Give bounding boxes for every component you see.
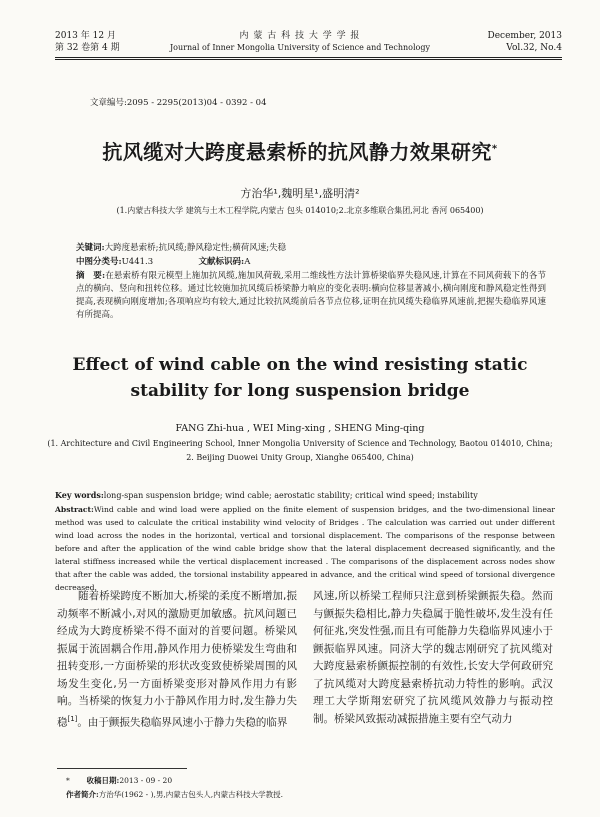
abstract-zh-label: 摘 要: [76, 271, 106, 281]
header-volume-en: Vol.32, No.4 [506, 43, 562, 53]
bio-value: 方治华(1962 - ),男,内蒙古包头人,内蒙古科技大学教授. [98, 790, 284, 799]
title-en-line-2: stability for long suspension bridge [130, 381, 470, 401]
abstract-en-label: Abstract: [55, 505, 94, 514]
abstract-en [55, 503, 555, 592]
clc-label: 中图分类号: [76, 257, 122, 267]
keywords-en [55, 489, 555, 502]
body-right-column [313, 588, 553, 748]
body-left-tail: 。由于颤振失稳临界风速小于静力失稳的临界 [77, 716, 288, 728]
citation-1: [1] [67, 714, 78, 723]
affiliation-en-line-1: (1. Architecture and Civil Engineering School, Inner Mongolia University of Science and Technology, Baotou 014010, China; [47, 439, 553, 448]
header-volume: 第 32 卷第 4 期 [55, 43, 120, 53]
header-rule-thin [55, 59, 562, 60]
received-label: 收稿日期: [86, 776, 120, 785]
body-left-column [57, 588, 297, 748]
clc-value: U441.3 [121, 257, 154, 267]
footnote-mark: * [66, 776, 70, 785]
footnote-received [66, 775, 172, 787]
body-left-text: 随着桥梁跨度不断加大,桥梁的柔度不断增加,振动频率不断减小,对风的激励更加敏感。抗风问题已经成为大跨度桥梁不得不面对的首要问题。桥梁风振属于流固耦合作用,静风作用力使桥梁发生弯曲和扭转变形,一方面桥梁的形状改变致使桥梁周围的风场发生变化,另一方面桥梁变形对静风作用力有影响。当桥梁的恢复力小于静风作用力时,发生静力失稳 [57, 590, 297, 728]
footnote-bio [66, 789, 283, 801]
keywords-en-text: long-span suspension bridge; wind cable; aerostatic stability; critical wind speed; instability [103, 491, 478, 500]
header-date-en: December, 2013 [487, 31, 562, 41]
footnote-rule [57, 768, 187, 769]
authors-zh: 方治华¹,魏明星¹,盛明清² [240, 187, 360, 200]
title-en-line-1: Effect of wind cable on the wind resisting static [72, 355, 528, 375]
doc-code-value: A [244, 257, 251, 267]
received-value: 2013 - 09 - 20 [119, 776, 173, 785]
title-zh [0, 136, 600, 165]
keywords-en-label: Key words: [55, 490, 104, 500]
abstract-zh-text: 在悬索桥有限元模型上施加抗风缆,施加风荷载,采用二维线性方法计算桥梁临界失稳风速,计算在不同风荷载下的各节点的横向、竖向和扭转位移。通过比较施加抗风缆后桥梁静力响应的变化表明:横向位移显著减小,横向刚度和静风稳定性得到提高,表现横向刚度增加;各项响应均有较大,通过比较抗风缆前后各节点位移,证明在抗风缆失稳临界风速前,把握失稳临界风速有所提高。 [76, 271, 546, 320]
keywords-zh-text: 大跨度悬索桥;抗风缆;静风稳定性;横荷风速;失稳 [104, 243, 287, 253]
title-footnote-mark: * [491, 143, 498, 155]
header-journal-en: Journal of Inner Mongolia University of Science and Technology [169, 43, 431, 52]
header-rule [55, 57, 562, 58]
abstract-en-text: Wind cable and wind load were applied on the finite element of suspension bridges, and the two-dimensional linear method was used to calculate the critical instability wind velocity of Bridges . The calculation was carried out under different wind load across the nodes in the horizontal, vertical and torsional displacement. The comparisons of the response between before and after the application of the wind cable bridge show that the lateral displacement decreased significantly, and the lateral stiffness increased while the vertical displacement increased . The comparisons of the displacement across nodes show that after the cable was added, the torsional instability appeared in advance, and the critical wind speed of torsional divergence decreased. [55, 505, 555, 592]
header-journal-zh: 内 蒙 古 科 技 大 学 学 报 [239, 31, 361, 41]
doc-code-label: 文献标识码: [198, 257, 245, 267]
keywords-zh-label: 关键词: [76, 243, 105, 253]
header-date: 2013 年 12 月 [55, 31, 116, 41]
bio-label: 作者简介: [66, 790, 99, 799]
authors-en: FANG Zhi-hua , WEI Ming-xing , SHENG Ming-qing [175, 423, 425, 434]
classification-line [76, 256, 546, 269]
article-number: 文章编号:2095 - 2295(2013)04 - 0392 - 04 [90, 98, 267, 108]
body-right-text: 风速,所以桥梁工程师只注意到桥梁颤振失稳。然而与颤振失稳相比,静力失稳属于脆性破坏,发生没有任何征兆,突发性强,而且有可能静力失稳临界风速小于颤振临界风速。同济大学的魏志刚研究了抗风缆对大跨度悬索桥颤振控制的有效性,长安大学何政研究了抗风缆对大跨度悬索桥抗动力特性的影响。武汉理工大学斯翔宏研究了抗风缆风效静力与振动控制。桥梁风致振动减振措施主要有空气动力 [313, 590, 553, 725]
keywords-zh [76, 242, 546, 255]
title-zh-text: 抗风缆对大跨度悬索桥的抗风静力效果研究 [102, 140, 492, 164]
abstract-zh [76, 270, 546, 336]
affiliation-en-line-2: 2. Beijing Duowei Unity Group, Xianghe 065400, China) [186, 453, 414, 462]
affiliation-zh: (1.内蒙古科技大学 建筑与土木工程学院,内蒙古 包头 014010;2.北京多维联合集团,河北 香河 065400) [116, 206, 484, 215]
